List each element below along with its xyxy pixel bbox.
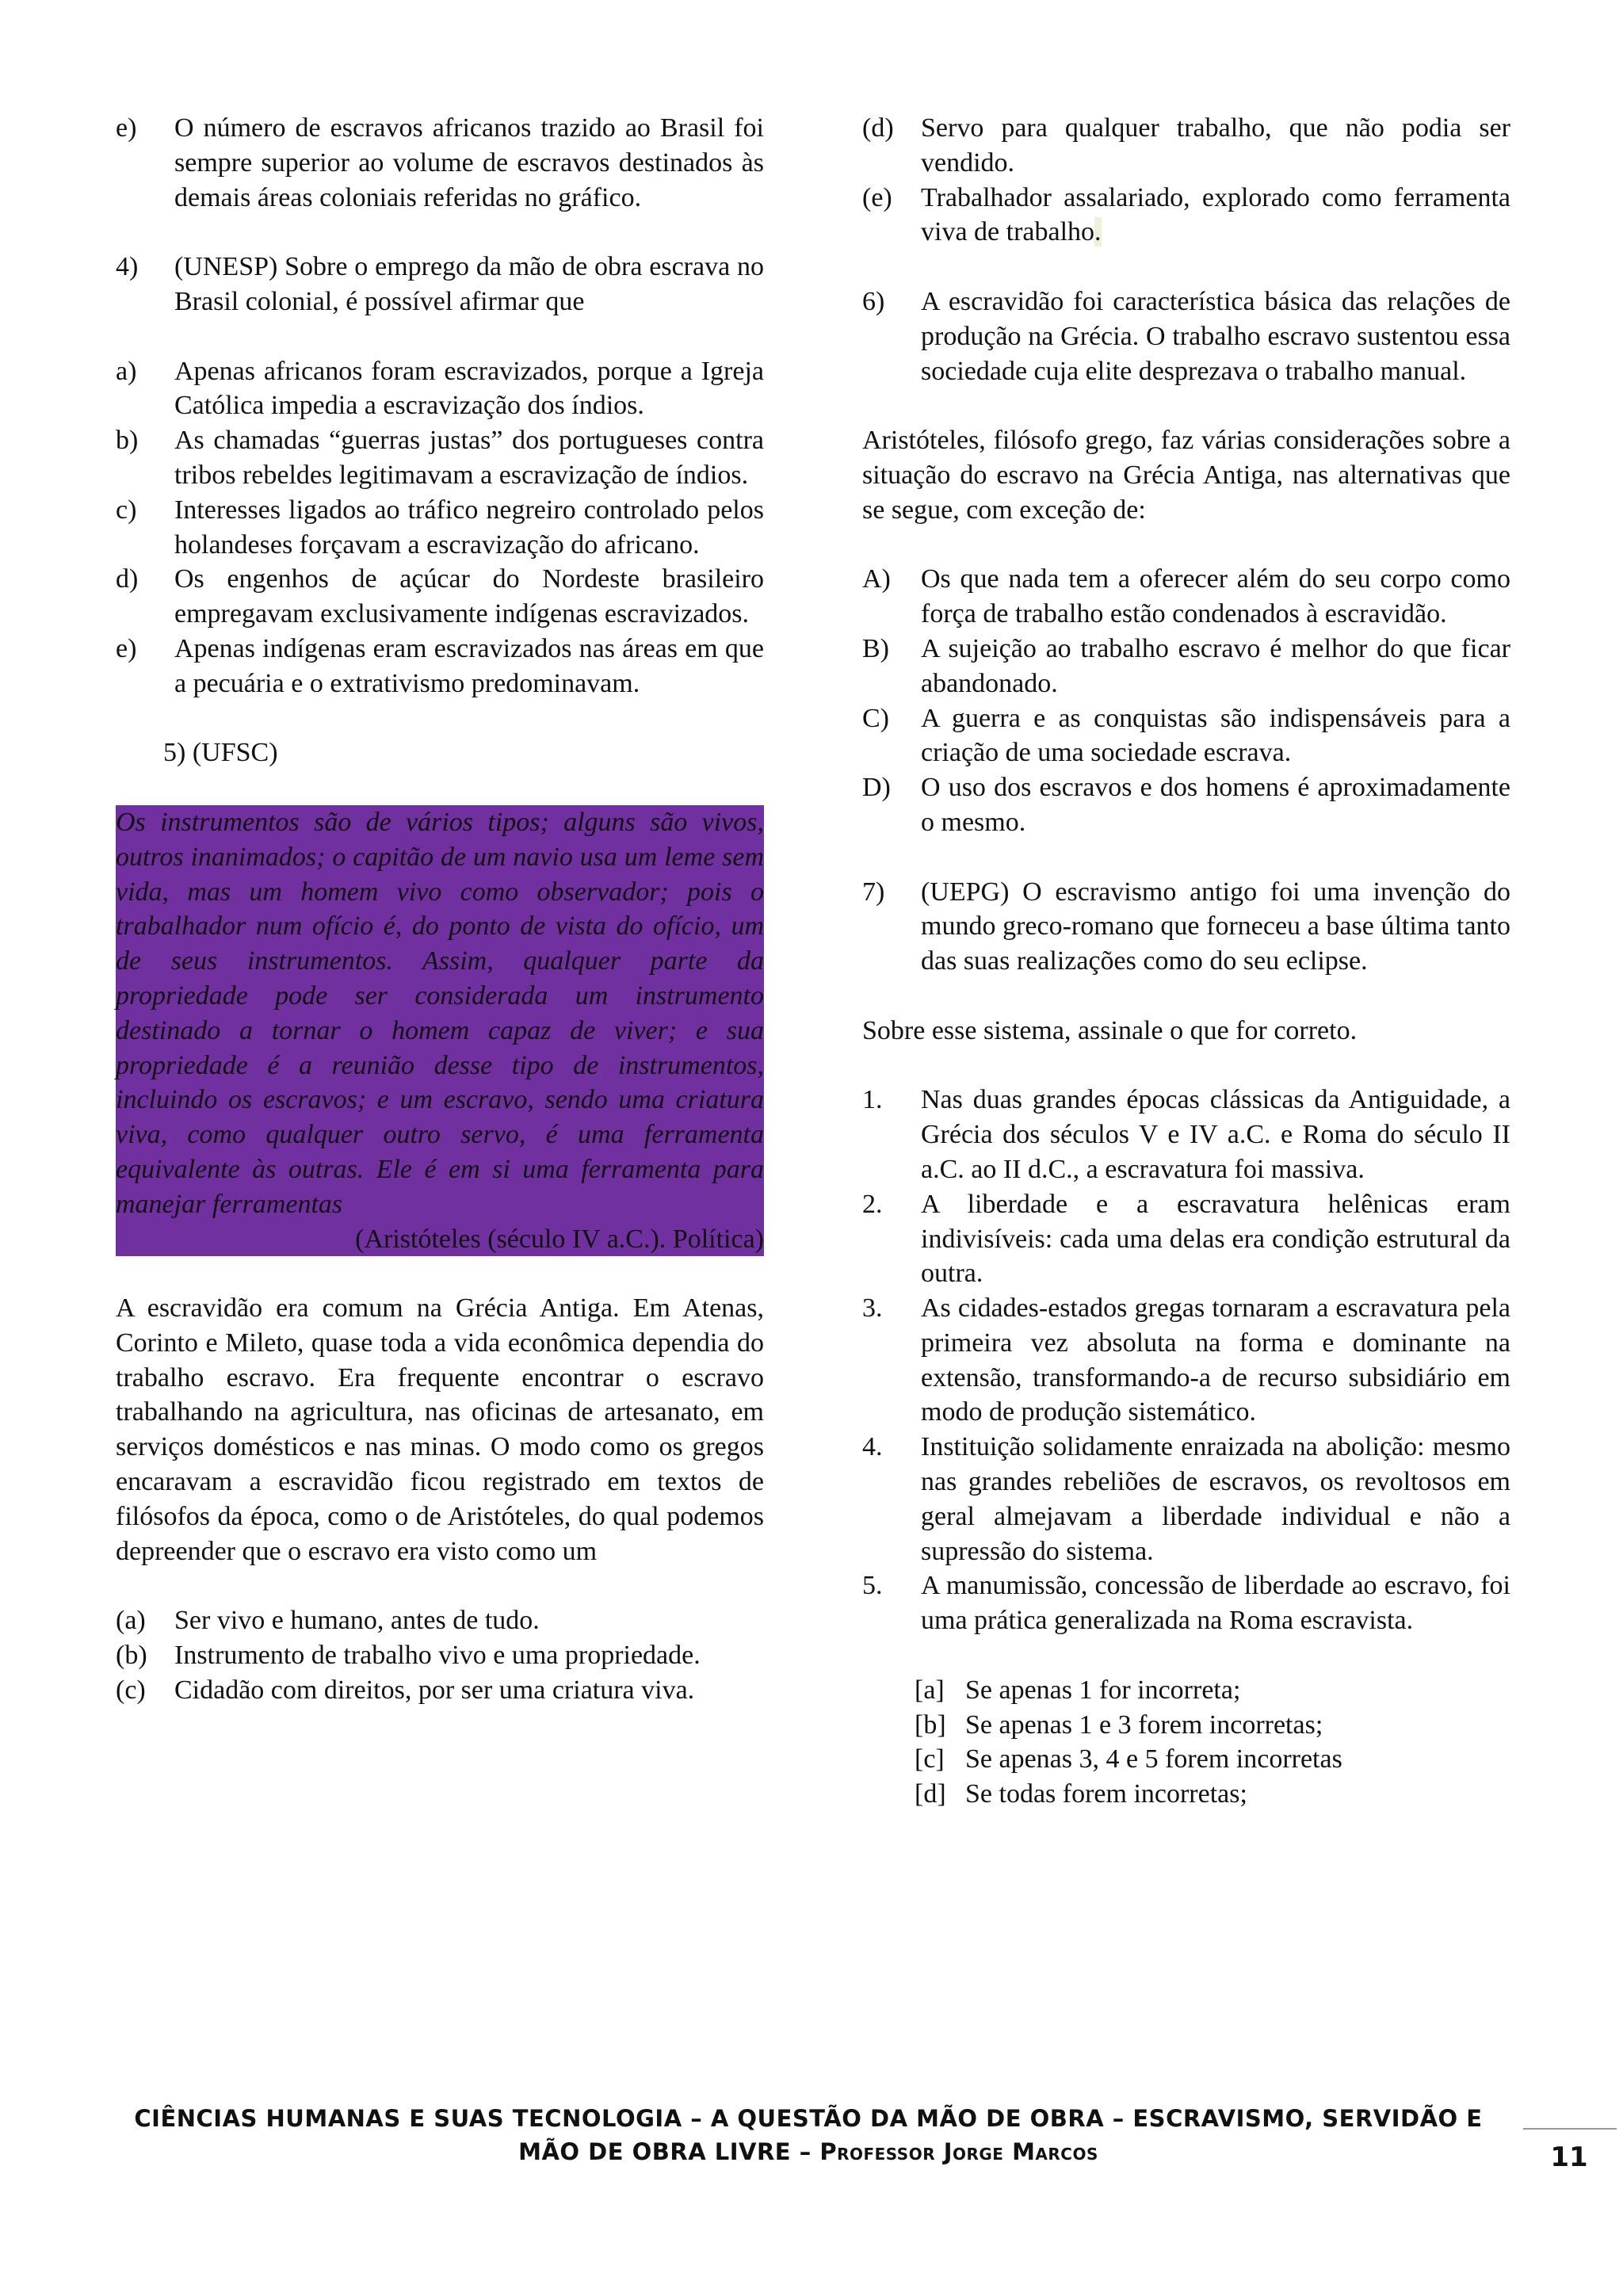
option-marker: (e) (862, 182, 892, 212)
option-marker: b) (116, 426, 139, 456)
statement-text: Instituição solidamente enraizada na abolição: mesmo nas grandes rebeliões de escravos, os revoltosos em geral almejavam a liberdade individual e não a supressão do sistema. (921, 1432, 1510, 1566)
option-marker: A) (862, 564, 891, 594)
q4-options (116, 354, 764, 701)
question-number: 7) (862, 877, 885, 907)
q7-answers (862, 1673, 1510, 1812)
q5-option-b (116, 1638, 764, 1673)
answer-marker: [c] (915, 1744, 945, 1775)
statement-marker: 3. (862, 1293, 883, 1324)
option-text-wrap (921, 181, 1510, 250)
q5-options-left (116, 1603, 764, 1707)
page-footer (119, 2102, 1498, 2168)
option-marker: e) (116, 113, 137, 143)
q7-statement-3 (862, 1291, 1510, 1430)
option-marker: (c) (116, 1675, 146, 1705)
q5-option-a (116, 1603, 764, 1638)
option-text: Apenas indígenas eram escravizados nas áreas em que a pecuária e o extrativismo predominavam. (174, 633, 764, 698)
option-text: A guerra e as conquistas são indispensáveis para a criação de uma sociedade escrava. (921, 703, 1510, 768)
quote-source: (Aristóteles (século IV a.C.). Política) (355, 1224, 764, 1254)
right-column (862, 111, 1510, 1812)
answer-text: Se apenas 1 e 3 forem incorretas; (965, 1710, 1323, 1740)
option-text: O número de escravos africanos trazido ao Brasil foi sempre superior ao volume de escravos destinados às demais áreas coloniais referidas no gráfico. (174, 113, 764, 212)
statement-text: As cidades-estados gregas tornaram a escravatura pela primeira vez absoluta na forma e dominante na extensão, transformando-a de recurso subsidiário em modo de produção sistemático. (921, 1293, 1510, 1427)
q7-statement-1 (862, 1083, 1510, 1186)
q7-answer-b (915, 1708, 1510, 1743)
q5-option-c (116, 1673, 764, 1708)
q7-answer-a (915, 1673, 1510, 1708)
answer-text: Se apenas 3, 4 e 5 forem incorretas (965, 1744, 1342, 1775)
option-text: Interesses ligados ao tráfico negreiro controlado pelos holandeses forçavam a escravização do africano. (174, 495, 764, 560)
option-marker: C) (862, 703, 889, 733)
statement-text: A liberdade e a escravatura helênicas eram indivisíveis: cada uma delas era condição estrutural da outra. (921, 1189, 1510, 1289)
option-marker: (d) (862, 113, 894, 143)
q6-option-d (862, 770, 1510, 840)
q6-option-a (862, 562, 1510, 632)
question-text: (UEPG) O escravismo antigo foi uma invenção do mundo greco-romano que forneceu a base última tanto das suas realizações como do seu eclipse. (921, 877, 1510, 976)
option-marker: c) (116, 495, 137, 525)
question-text: (UNESP) Sobre o emprego da mão de obra escrava no Brasil colonial, é possível afirmar que (174, 252, 764, 316)
question-7-prompt: Sobre esse sistema, assinale o que for correto. (862, 1015, 1358, 1045)
quote-text: Os instrumentos são de vários tipos; alguns são vivos, outros inanimados; o capitão de um navio usa um leme sem vida, mas um homem vivo como observador; pois o trabalhador num ofício é, do ponto de vista do ofício, um de seus instrumentos. Assim, qualquer parte da propriedade pode ser considerada um instrumento destinado a tornar o homem capaz de viver; e sua propriedade é a reunião desse tipo de instrumentos, incluindo os escravos; e um escravo, sendo uma criatura viva, como qualquer outro servo, é uma ferramenta equivalente às outras. Ele é em si uma ferramenta para manejar ferramentas (116, 807, 764, 1219)
option-text: Trabalhador assalariado, explorado como ferramenta viva de trabalho (921, 182, 1510, 247)
question-4 (116, 250, 764, 319)
q4-option-a (116, 354, 764, 424)
question-text: A escravidão foi característica básica das relações de produção na Grécia. O trabalho escravo sustentou essa sociedade cuja elite desprezava o trabalho manual. (921, 286, 1510, 386)
q3-option-e (116, 111, 764, 215)
statement-marker: 2. (862, 1189, 883, 1219)
answer-text: Se todas forem incorretas; (965, 1779, 1247, 1809)
option-text: Os que nada tem a oferecer além do seu corpo como força de trabalho estão condenados à escravidão. (921, 564, 1510, 629)
q4-option-d (116, 562, 764, 632)
option-text: Ser vivo e humano, antes de tudo. (174, 1606, 540, 1636)
q4-option-c (116, 493, 764, 563)
option-marker: e) (116, 633, 137, 663)
q7-answer-c (915, 1742, 1510, 1777)
option-text: Servo para qualquer trabalho, que não podia ser vendido. (921, 113, 1510, 178)
answer-marker: [b] (915, 1710, 946, 1740)
option-text: A sujeição ao trabalho escravo é melhor do que ficar abandonado. (921, 633, 1510, 698)
option-text: Os engenhos de açúcar do Nordeste brasileiro empregavam exclusivamente indígenas escravizados. (174, 564, 764, 629)
q7-statement-5 (862, 1568, 1510, 1638)
option-text: Cidadão com direitos, por ser uma criatura viva. (174, 1675, 695, 1705)
option-marker: a) (116, 356, 137, 386)
option-text: Instrumento de trabalho vivo e uma propriedade. (174, 1641, 701, 1671)
left-column (116, 111, 764, 1708)
option-text: As chamadas “guerras justas” dos portugueses contra tribos rebeldes legitimavam a escravização de índios. (174, 426, 764, 490)
q7-statements (862, 1083, 1510, 1638)
q7-statement-2 (862, 1187, 1510, 1291)
footer-author: Professor Jorge Marcos (819, 2138, 1098, 2165)
q6-option-b (862, 632, 1510, 701)
statement-marker: 4. (862, 1432, 883, 1462)
option-marker: B) (862, 633, 889, 663)
statement-marker: 5. (862, 1571, 883, 1601)
aristotle-quote (116, 805, 764, 1256)
q4-option-b (116, 423, 764, 493)
q6-options (862, 562, 1510, 839)
question-5-text: A escravidão era comum na Grécia Antiga. Em Atenas, Corinto e Mileto, quase toda a vida econômica dependia do trabalho escravo. Era frequente encontrar o escravo trabalhando na agricultura, nas oficinas de artesanato, em serviços domésticos e nas minas. O modo como os gregos encaravam a escravidão ficou registrado em textos de filósofos da época, como o de Aristóteles, do qual podemos depreender que o escravo era visto como um (116, 1293, 764, 1566)
question-number: 4) (116, 252, 139, 282)
question-6 (862, 285, 1510, 388)
option-text: Apenas africanos foram escravizados, porque a Igreja Católica impedia a escravização dos índios. (174, 356, 764, 421)
page-number: 11 (1550, 2141, 1588, 2173)
option-marker: (b) (116, 1641, 147, 1671)
q5-option-e (862, 181, 1510, 250)
footer-line-2-main: MÃO DE OBRA LIVRE – (518, 2138, 820, 2165)
question-7 (862, 875, 1510, 979)
statement-text: Nas duas grandes épocas clássicas da Antiguidade, a Grécia dos séculos V e IV a.C. e Roma do século II a.C. ao II d.C., a escravatura foi massiva. (921, 1085, 1510, 1184)
option-marker: d) (116, 564, 139, 594)
footer-line-2 (119, 2135, 1498, 2168)
statement-text: A manumissão, concessão de liberdade ao escravo, foi uma prática generalizada na Roma escravista. (921, 1571, 1510, 1636)
option-marker: D) (862, 773, 891, 803)
option-text: O uso dos escravos e dos homens é aproximadamente o mesmo. (921, 773, 1510, 837)
question-number: 6) (862, 286, 885, 316)
answer-text: Se apenas 1 for incorreta; (965, 1675, 1241, 1705)
q7-statement-4 (862, 1430, 1510, 1568)
footer-rule (1523, 2128, 1617, 2130)
answer-marker: [d] (915, 1779, 946, 1809)
q5-option-d (862, 111, 1510, 181)
question-6-prompt: Aristóteles, filósofo grego, faz várias considerações sobre a situação do escravo na Grécia Antiga, nas alternativas que se segue, com exceção de: (862, 426, 1510, 525)
statement-marker: 1. (862, 1085, 883, 1115)
option-end: . (1094, 217, 1102, 247)
q7-answer-d (915, 1777, 1510, 1812)
q4-option-e (116, 632, 764, 701)
footer-line-1: CIÊNCIAS HUMANAS E SUAS TECNOLOGIA – A QUESTÃO DA MÃO DE OBRA – ESCRAVISMO, SERVIDÃO E (134, 2105, 1483, 2132)
answer-marker: [a] (915, 1675, 945, 1705)
question-5-heading: 5) (UFSC) (163, 738, 278, 768)
q6-option-c (862, 701, 1510, 771)
option-marker: (a) (116, 1606, 146, 1636)
